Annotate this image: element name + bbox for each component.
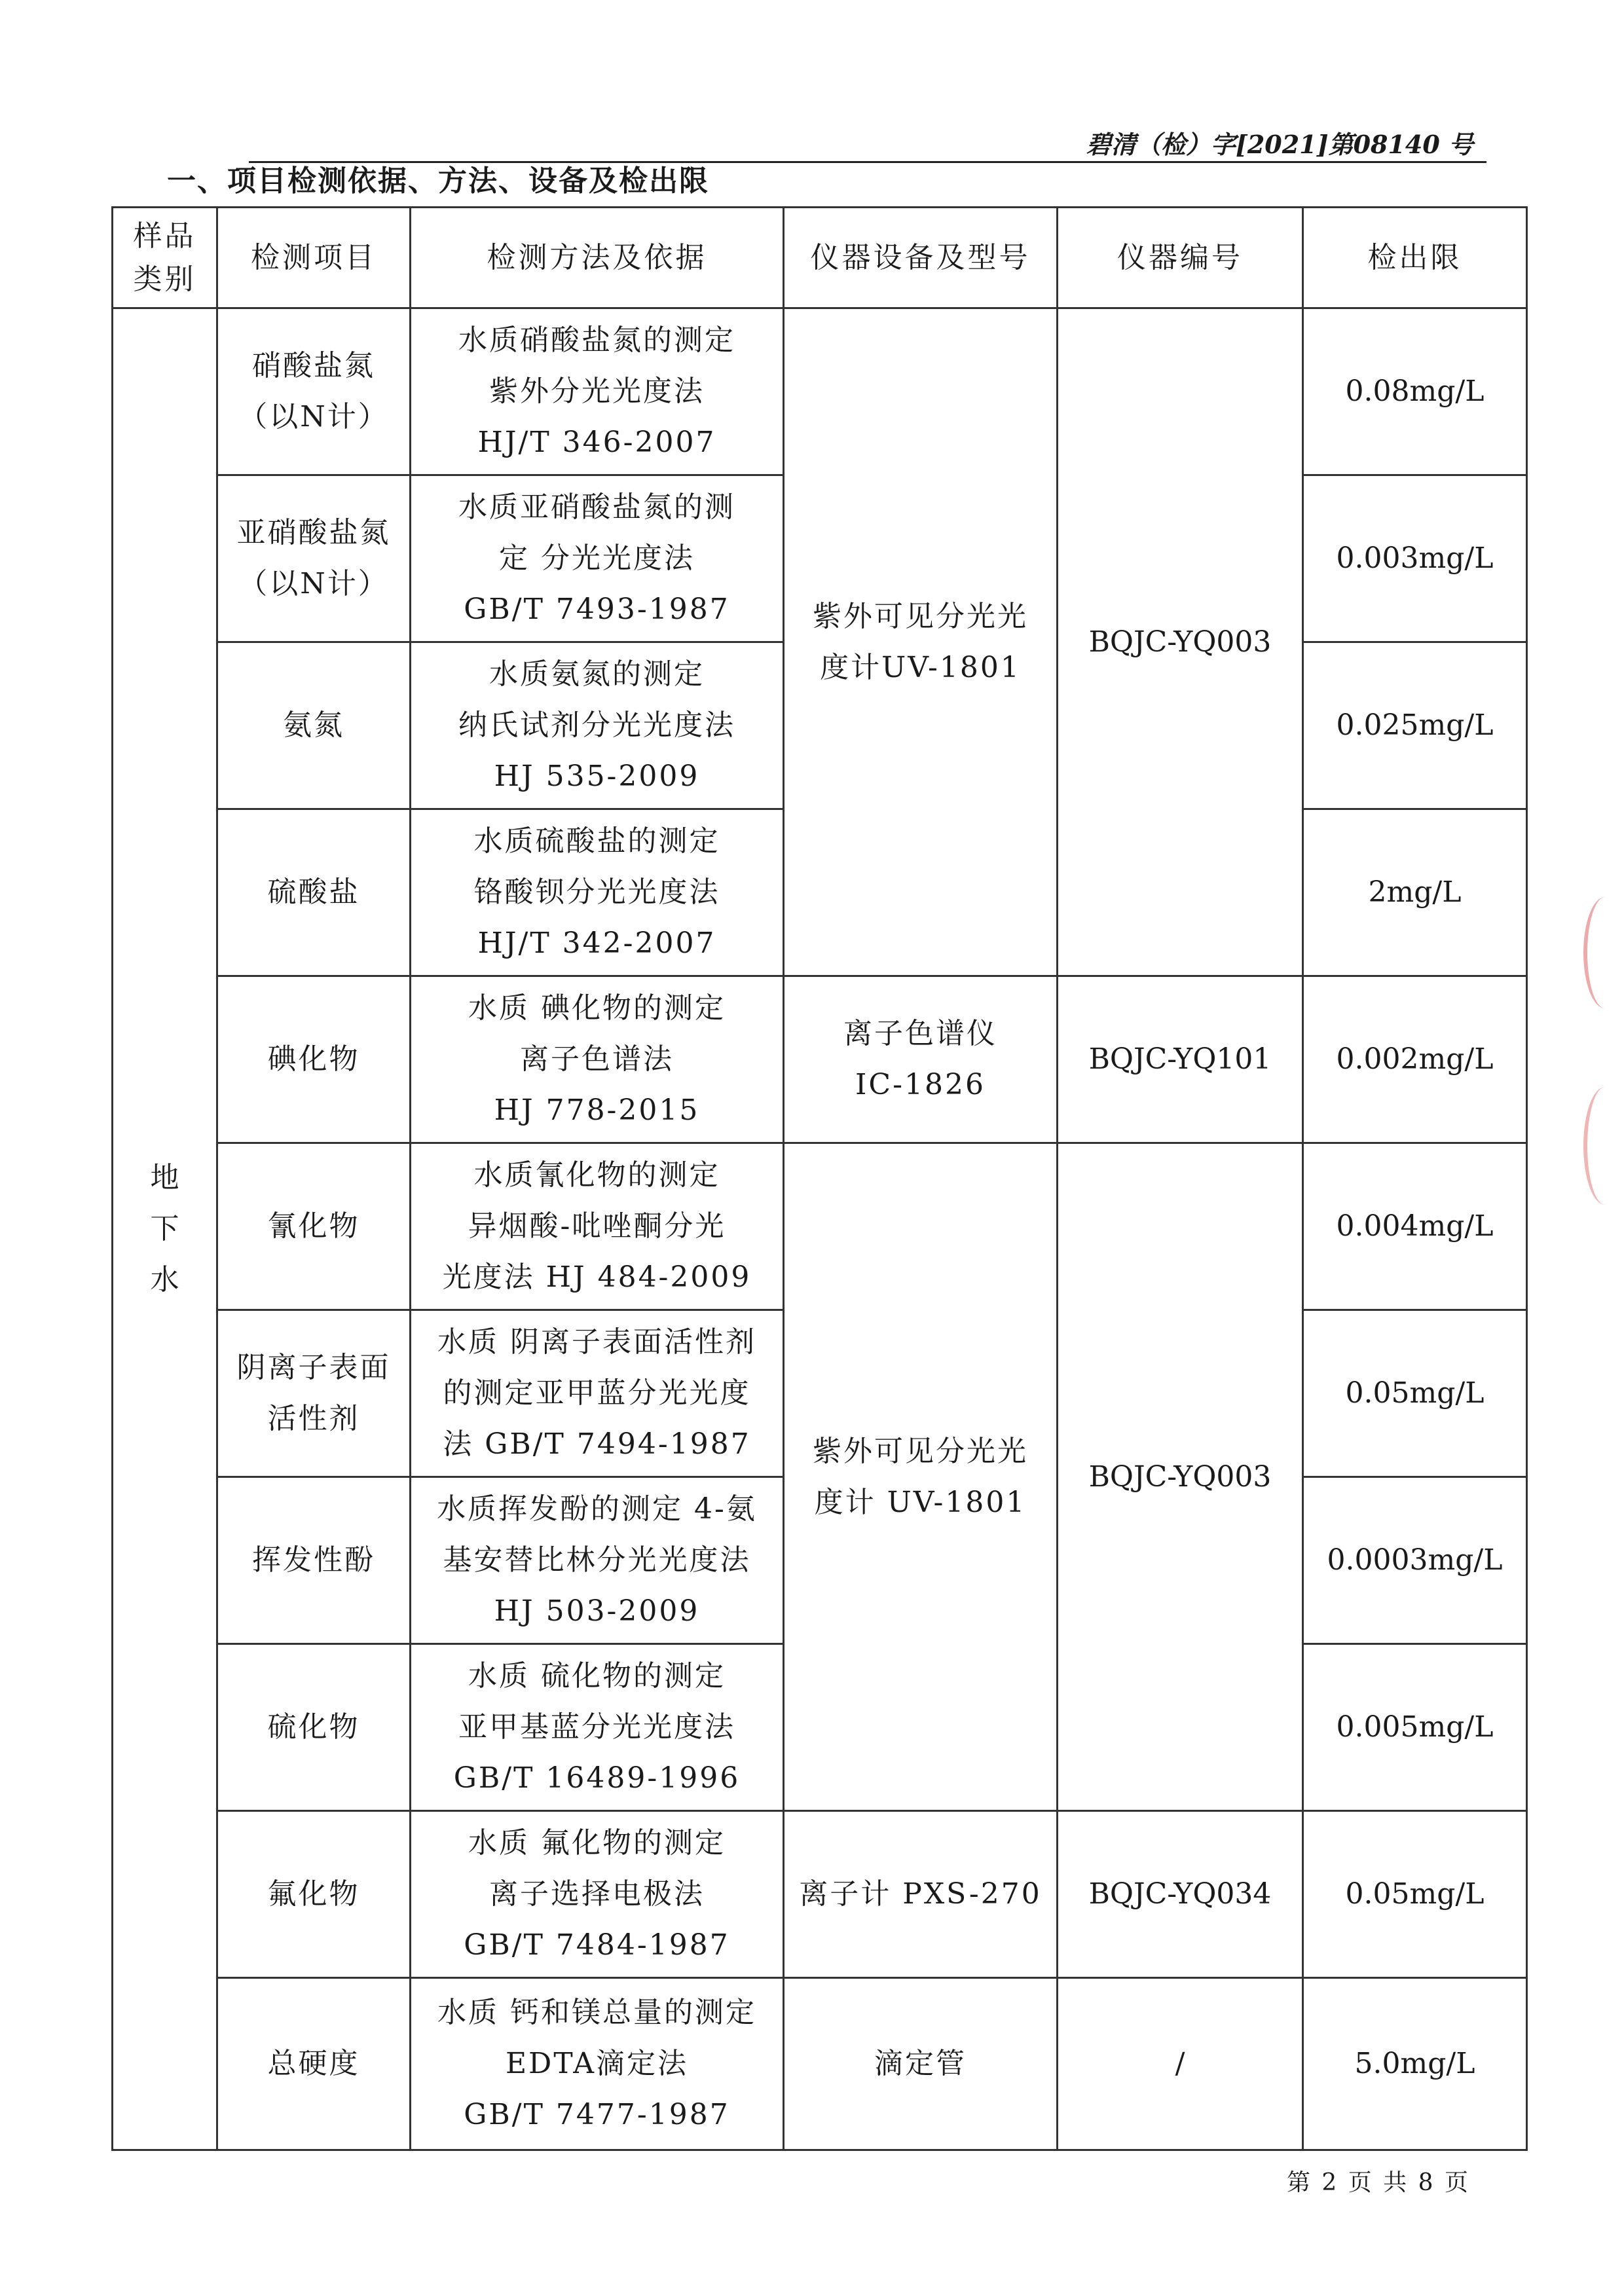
table-row [113, 1143, 1527, 1310]
item-cell: 总硬度 [217, 1978, 411, 2150]
item-cell: 阴离子表面 活性剂 [217, 1310, 411, 1477]
method-cell: 水质 氟化物的测定 离子选择电极法 GB/T 7484-1987 [411, 1811, 784, 1978]
table-header-row [113, 208, 1527, 308]
limit-cell: 0.08mg/L [1303, 308, 1527, 475]
instrument-cell: 紫外可见分光光 度计 UV-1801 [784, 1143, 1058, 1811]
col-header-sample-type: 样品 类别 [113, 208, 217, 308]
method-cell: 水质硝酸盐氮的测定 紫外分光光度法 HJ/T 346-2007 [411, 308, 784, 475]
item-cell: 挥发性酚 [217, 1477, 411, 1644]
item-cell: 氰化物 [217, 1143, 411, 1310]
method-cell: 水质氰化物的测定 异烟酸-吡唑酮分光 光度法 HJ 484-2009 [411, 1143, 784, 1310]
table-row [113, 1811, 1527, 1978]
instrument-cell: 离子计 PXS-270 [784, 1811, 1058, 1978]
seal-stamp-fragment [1583, 897, 1624, 1008]
page-number: 第 2 页 共 8 页 [1286, 2169, 1470, 2196]
table-row [113, 308, 1527, 475]
col-header-instrument: 仪器设备及型号 [784, 208, 1058, 308]
method-cell: 水质挥发酚的测定 4-氨 基安替比林分光光度法 HJ 503-2009 [411, 1477, 784, 1644]
section-title: 一、项目检测依据、方法、设备及检出限 [167, 164, 709, 198]
instrument-number-cell: BQJC-YQ101 [1058, 976, 1303, 1143]
limit-cell: 0.05mg/L [1303, 1811, 1527, 1978]
item-cell: 硝酸盐氮 （以N计） [217, 308, 411, 475]
instrument-number-cell: BQJC-YQ003 [1058, 1143, 1303, 1811]
limit-cell: 0.025mg/L [1303, 642, 1527, 809]
item-cell: 硫化物 [217, 1644, 411, 1811]
detection-table [111, 206, 1528, 2151]
limit-cell: 0.005mg/L [1303, 1644, 1527, 1811]
table-row [113, 976, 1527, 1143]
col-header-detection-limit: 检出限 [1303, 208, 1527, 308]
instrument-cell: 滴定管 [784, 1978, 1058, 2150]
method-cell: 水质亚硝酸盐氮的测 定 分光光度法 GB/T 7493-1987 [411, 475, 784, 642]
table-row [113, 1978, 1527, 2150]
item-cell: 氟化物 [217, 1811, 411, 1978]
limit-cell: 2mg/L [1303, 809, 1527, 976]
method-cell: 水质 硫化物的测定 亚甲基蓝分光光度法 GB/T 16489-1996 [411, 1644, 784, 1811]
method-cell: 水质 碘化物的测定 离子色谱法 HJ 778-2015 [411, 976, 784, 1143]
item-cell: 亚硝酸盐氮 （以N计） [217, 475, 411, 642]
item-cell: 硫酸盐 [217, 809, 411, 976]
method-cell: 水质硫酸盐的测定 铬酸钡分光光度法 HJ/T 342-2007 [411, 809, 784, 976]
seal-stamp-fragment [1583, 1087, 1624, 1205]
limit-cell: 5.0mg/L [1303, 1978, 1527, 2150]
instrument-cell: 离子色谱仪 IC-1826 [784, 976, 1058, 1143]
instrument-cell: 紫外可见分光光 度计UV-1801 [784, 308, 1058, 976]
item-cell: 氨氮 [217, 642, 411, 809]
method-cell: 水质 钙和镁总量的测定 EDTA滴定法 GB/T 7477-1987 [411, 1978, 784, 2150]
method-cell: 水质氨氮的测定 纳氏试剂分光光度法 HJ 535-2009 [411, 642, 784, 809]
sample-type-cell: 地 下 水 [113, 308, 217, 2150]
report-number: 碧清（检）字[2021]第08140 号 [1086, 130, 1473, 159]
limit-cell: 0.004mg/L [1303, 1143, 1527, 1310]
instrument-number-cell: / [1058, 1978, 1303, 2150]
limit-cell: 0.003mg/L [1303, 475, 1527, 642]
col-header-instrument-number: 仪器编号 [1058, 208, 1303, 308]
col-header-item: 检测项目 [217, 208, 411, 308]
limit-cell: 0.0003mg/L [1303, 1477, 1527, 1644]
instrument-number-cell: BQJC-YQ034 [1058, 1811, 1303, 1978]
method-cell: 水质 阴离子表面活性剂 的测定亚甲蓝分光光度 法 GB/T 7494-1987 [411, 1310, 784, 1477]
instrument-number-cell: BQJC-YQ003 [1058, 308, 1303, 976]
limit-cell: 0.002mg/L [1303, 976, 1527, 1143]
item-cell: 碘化物 [217, 976, 411, 1143]
limit-cell: 0.05mg/L [1303, 1310, 1527, 1477]
col-header-method: 检测方法及依据 [411, 208, 784, 308]
